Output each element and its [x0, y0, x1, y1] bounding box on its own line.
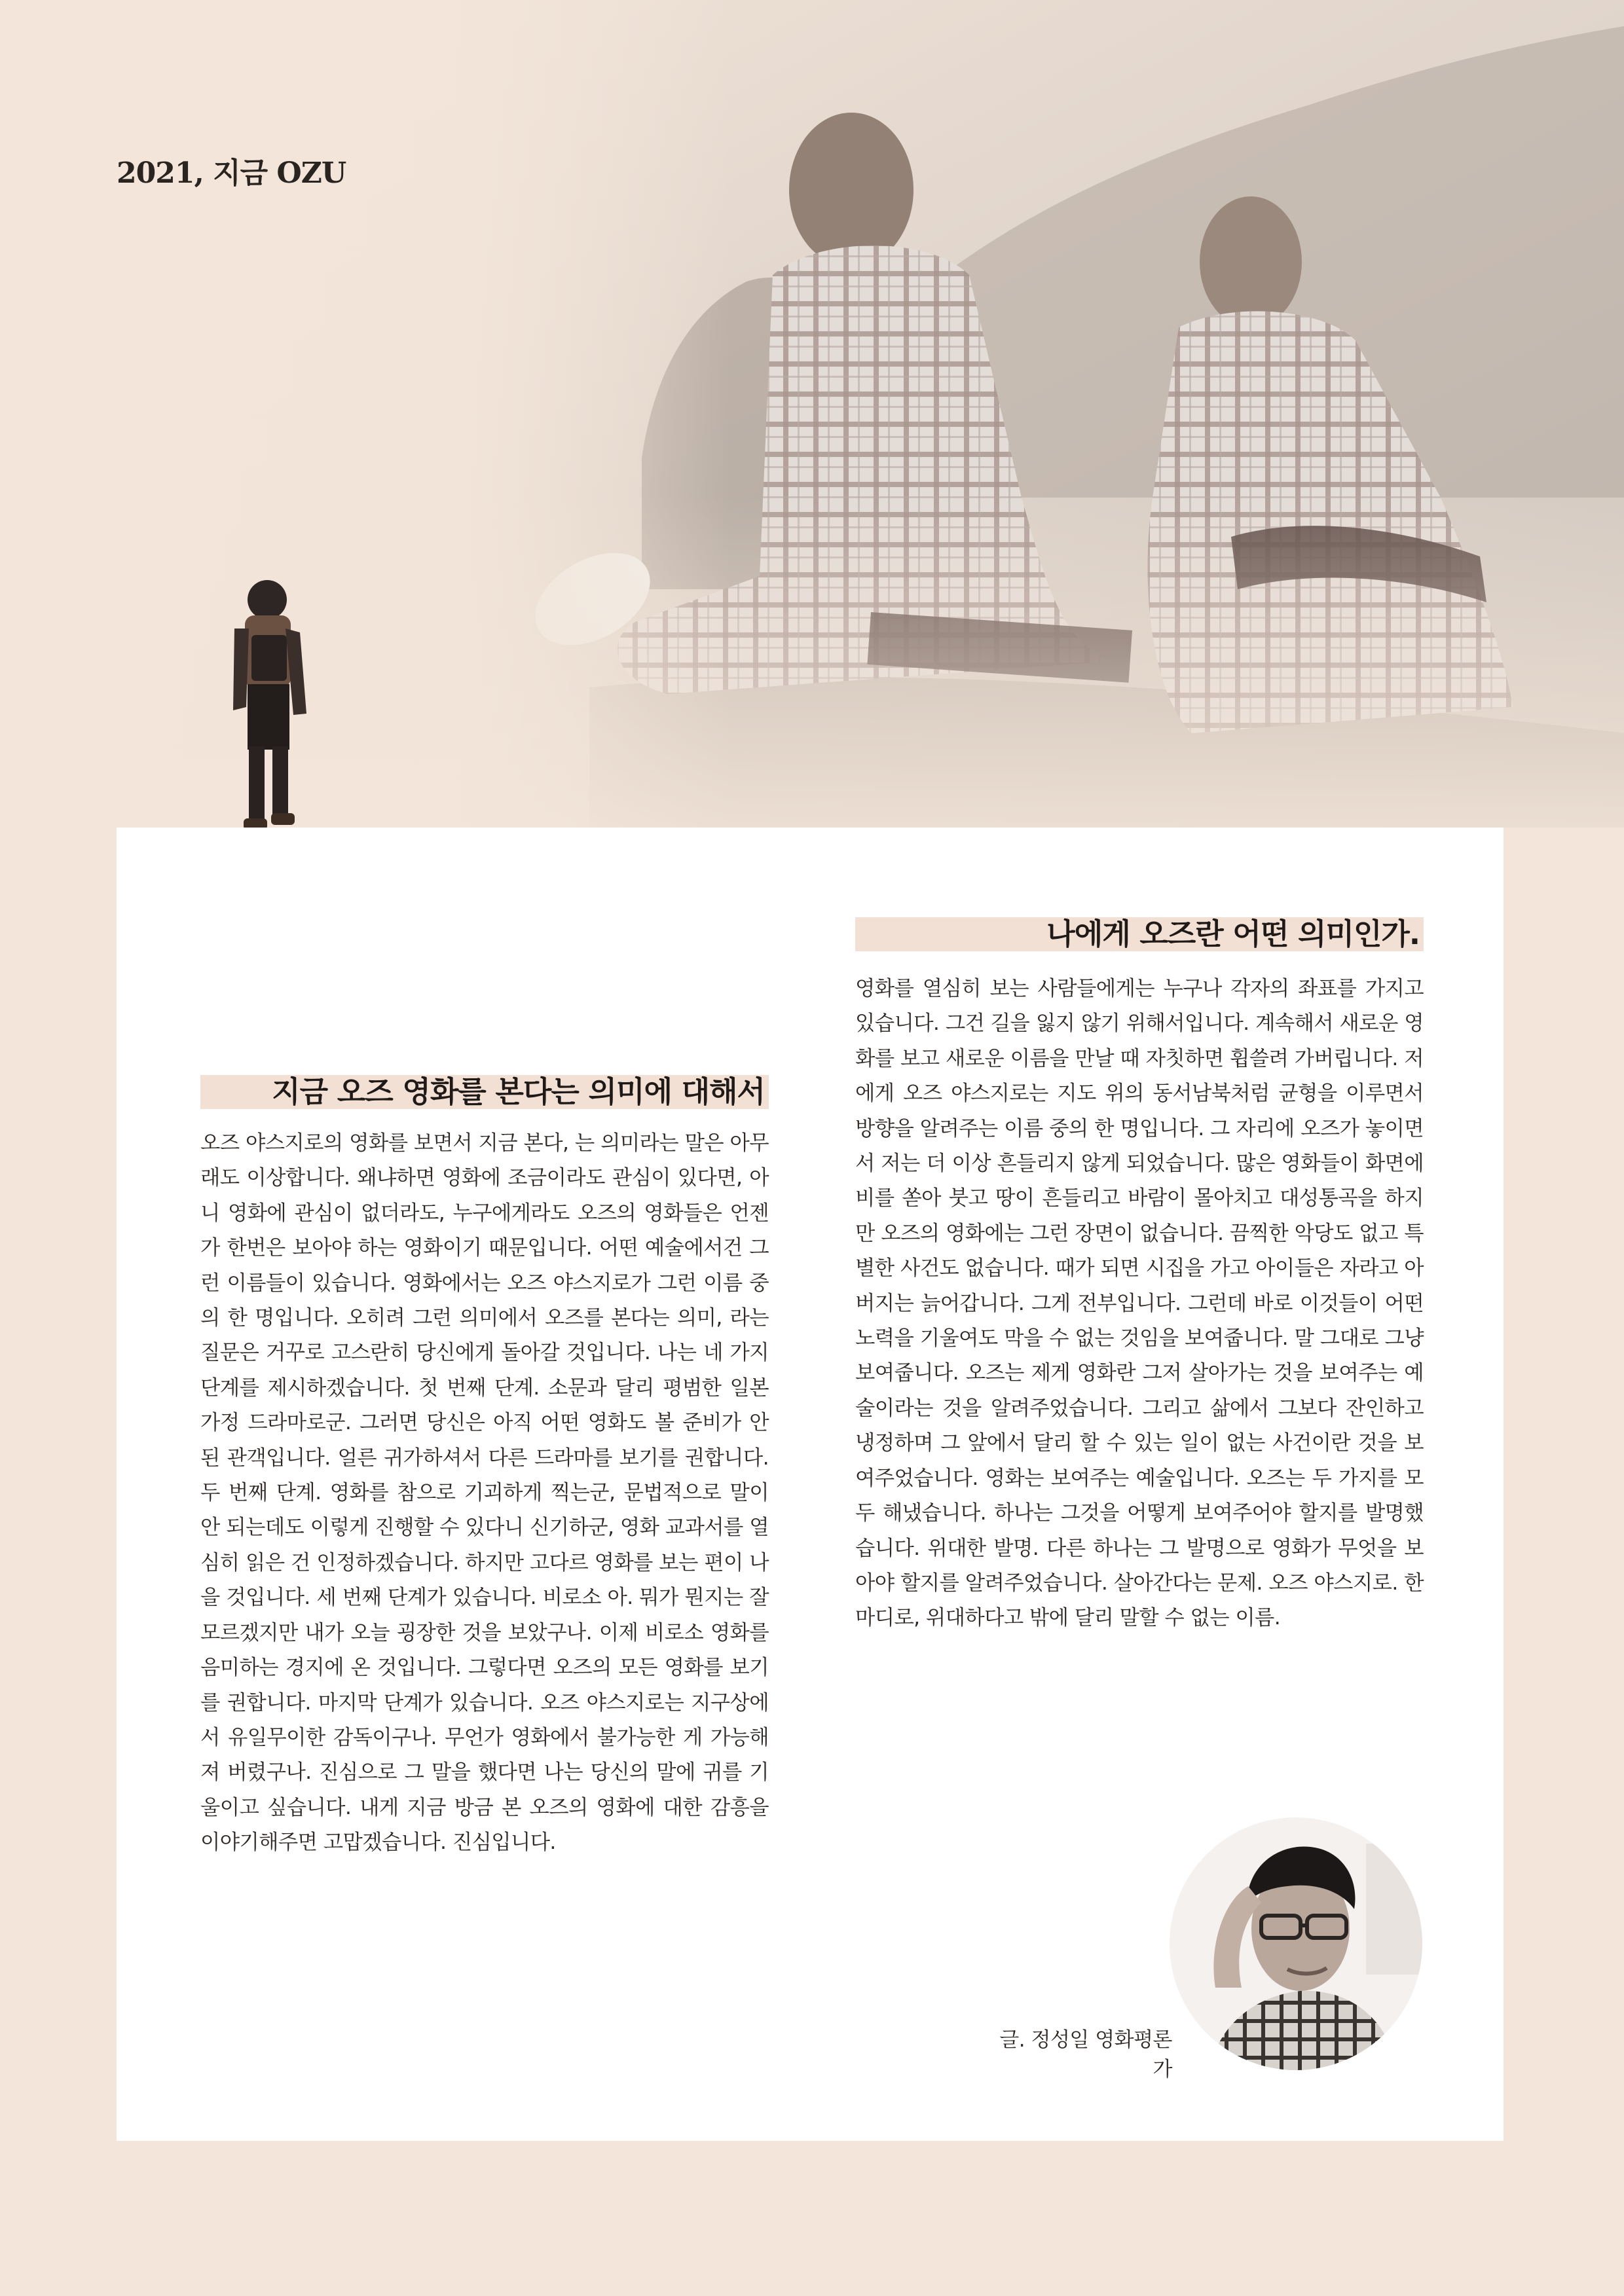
series-title: 2021, 지금 OZU	[117, 156, 346, 190]
left-article-heading	[200, 1071, 769, 1113]
right-article-heading	[855, 913, 1424, 955]
left-article-heading-text: 지금 오즈 영화를 본다는 의미에 대해서	[272, 1074, 765, 1109]
right-article-heading-text: 나에게 오즈란 어떤 의미인가.	[1046, 917, 1420, 951]
left-article-body: 오즈 야스지로의 영화를 보면서 지금 본다, 는 의미라는 말은 아무래도 이상합니다. 왜냐하면 영화에 조금이라도 관심이 있다면, 아니 영화에 관심이 없더라도, 누구에게라도 오즈의 영화들은 언젠가 한번은 보아야 하는 영화이기 때문입니다. 어떤 예술에서건 그런 이름들이 있습니다. 영화에서는 오즈 야스지로가 그런 이름 중의 한 명입니다. 오히려 그런 의미에서 오즈를 본다는 의미, 라는 질문은 거꾸로 고스란히 당신에게 돌아갈 것입니다. 나는 네 가지 단계를 제시하겠습니다. 첫 번째 단계. 소문과 달리 평범한 일본 가정 드라마로군. 그러면 당신은 아직 어떤 영화도 볼 준비가 안 된 관객입니다. 얼른 귀가하셔서 다른 드라마를 보기를 권합니다. 두 번째 단계. 영화를 참으로 기괴하게 찍는군, 문법적으로 말이 안 되는데도 이렇게 진행할 수 있다니 신기하군, 영화 교과서를 열심히 읽은 건 인정하겠습니다. 하지만 고다르 영화를 보는 편이 나을 것입니다. 세 번째 단계가 있습니다. 비로소 아. 뭐가 뭔지는 잘 모르겠지만 내가 오늘 굉장한 것을 보았구나. 이제 비로소 영화를 음미하는 경지에 온 것입니다. 그렇다면 오즈의 모든 영화를 보기를 권합니다. 마지막 단계가 있습니다. 오즈 야스지로는 지구상에서 유일무이한 감독이구나. 무언가 영화에서 불가능한 게 가능해져 버렸구나. 진심으로 그 말을 했다면 나는 당신의 말에 귀를 기울이고 싶습니다. 내게 지금 방금 본 오즈의 영화에 대한 감흥을 이야기해주면 고맙겠습니다. 진심입니다.	[200, 1131, 769, 1855]
author-byline: 글. 정성일 영화평론가	[999, 2028, 1172, 2081]
author-portrait	[1170, 1817, 1422, 2070]
author-portrait-icon	[1170, 1817, 1422, 2070]
right-article-body: 영화를 열심히 보는 사람들에게는 누구나 각자의 좌표를 가지고 있습니다. 그건 길을 잃지 않기 위해서입니다. 계속해서 새로운 영화를 보고 새로운 이름을 만날 때 자칫하면 휩쓸려 가버립니다. 저에게 오즈 야스지로는 지도 위의 동서남북처럼 균형을 이루면서 방향을 알려주는 이름 중의 한 명입니다. 그 자리에 오즈가 놓이면서 저는 더 이상 흔들리지 않게 되었습니다. 많은 영화들이 화면에 비를 쏟아 붓고 땅이 흔들리고 바람이 몰아치고 대성통곡을 하지만 오즈의 영화에는 그런 장면이 없습니다. 끔찍한 악당도 없고 특별한 사건도 없습니다. 때가 되면 시집을 가고 아이들은 자라고 아버지는 늙어갑니다. 그게 전부입니다. 그런데 바로 이것들이 어떤 노력을 기울여도 막을 수 없는 것임을 보여줍니다. 말 그대로 그냥 보여줍니다. 오즈는 제게 영화란 그저 살아가는 것을 보여주는 예술이라는 것을 알려주었습니다. 그리고 삶에서 그보다 잔인하고 냉정하며 그 앞에서 달리 할 수 있는 일이 없는 사건이란 것을 보여주었습니다. 영화는 보여주는 예술입니다. 오즈는 두 가지를 모두 해냈습니다. 하나는 그것을 어떻게 보여주어야 할지를 발명했습니다. 위대한 발명. 다른 하나는 그 발명으로 영화가 무엇을 보아야 할지를 알려주었습니다. 살아간다는 문제. 오즈 야스지로. 한 마디로, 위대하다고 밖에 달리 말할 수 없는 이름.	[855, 977, 1424, 1630]
walking-boy-figure	[208, 576, 321, 838]
